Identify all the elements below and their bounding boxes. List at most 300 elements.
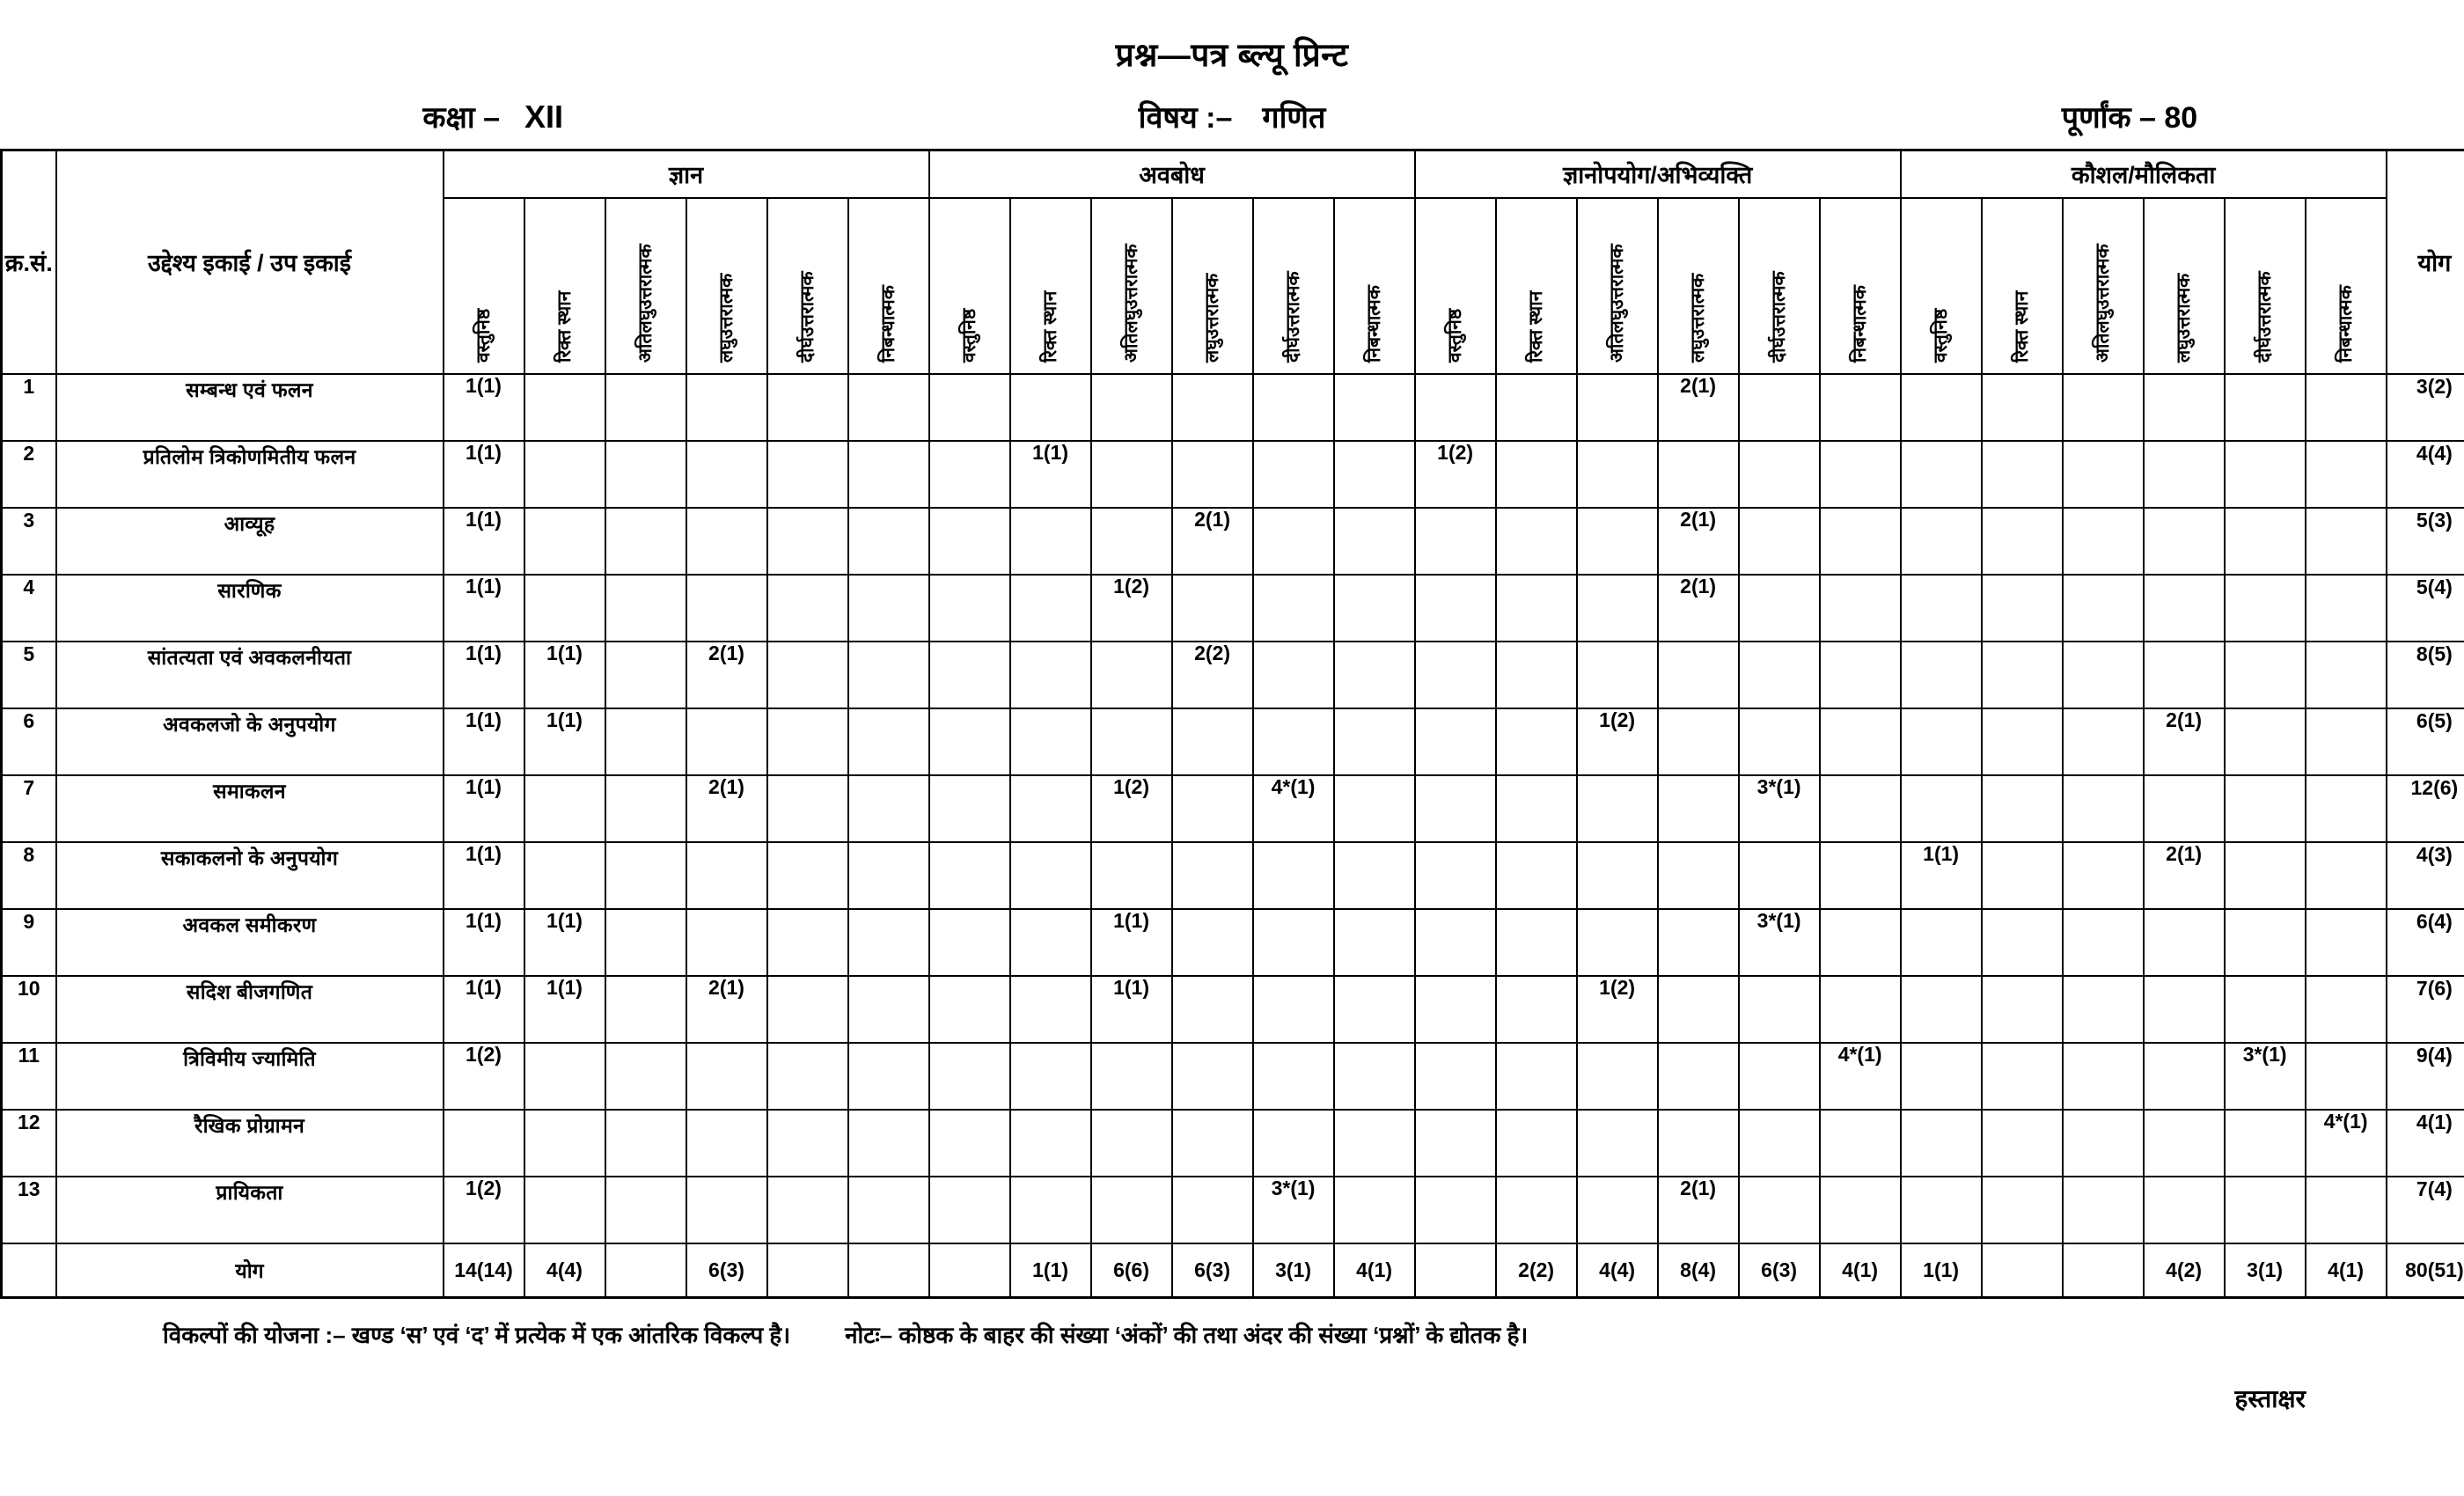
cell-avbodh-0 [929, 441, 1010, 508]
subhdr-upyog-5: निबन्धात्मक [1820, 198, 1901, 374]
cell-upyog-1 [1496, 1177, 1577, 1243]
sum-gyan-4 [767, 1243, 848, 1298]
cell-gyan-4 [767, 1043, 848, 1110]
cell-kaushal-5 [2306, 1177, 2387, 1243]
cell-avbodh-5 [1334, 842, 1415, 909]
cell-avbodh-3 [1172, 575, 1253, 642]
row-serial: 12 [2, 1110, 56, 1177]
sum-gyan-5 [848, 1243, 929, 1298]
cell-gyan-0: 1(1) [444, 976, 524, 1043]
cell-kaushal-3 [2144, 1043, 2225, 1110]
cell-avbodh-4 [1253, 1110, 1334, 1177]
cell-upyog-1 [1496, 842, 1577, 909]
row-serial: 13 [2, 1177, 56, 1243]
row-serial: 8 [2, 842, 56, 909]
cell-upyog-0 [1415, 642, 1496, 708]
cell-upyog-4 [1739, 708, 1820, 775]
cell-kaushal-3 [2144, 1110, 2225, 1177]
cell-kaushal-3 [2144, 909, 2225, 976]
cell-kaushal-4 [2225, 708, 2306, 775]
header-group-kaushal: कौशल/मौलिकता [1901, 150, 2387, 198]
cell-upyog-3: 2(1) [1658, 374, 1739, 441]
cell-avbodh-5 [1334, 775, 1415, 842]
header-total: योग [2387, 150, 2464, 374]
table-row [2, 1043, 2464, 1110]
cell-gyan-4 [767, 374, 848, 441]
row-total: 5(4) [2387, 575, 2464, 642]
cell-avbodh-1 [1010, 775, 1091, 842]
cell-kaushal-3 [2144, 374, 2225, 441]
row-serial: 7 [2, 775, 56, 842]
sum-gyan-3: 6(3) [686, 1243, 767, 1298]
cell-kaushal-1 [1982, 374, 2063, 441]
row-unit-name: समाकलन [56, 775, 444, 842]
table-sum-row [2, 1243, 2464, 1298]
cell-kaushal-0 [1901, 708, 1982, 775]
cell-gyan-0: 1(1) [444, 508, 524, 575]
cell-avbodh-2: 1(1) [1091, 976, 1172, 1043]
row-unit-name: प्रायिकता [56, 1177, 444, 1243]
cell-avbodh-4 [1253, 1043, 1334, 1110]
cell-kaushal-5 [2306, 508, 2387, 575]
cell-gyan-4 [767, 976, 848, 1043]
cell-gyan-4 [767, 508, 848, 575]
cell-avbodh-5 [1334, 441, 1415, 508]
cell-kaushal-3 [2144, 575, 2225, 642]
cell-avbodh-4 [1253, 976, 1334, 1043]
cell-avbodh-3: 2(1) [1172, 508, 1253, 575]
cell-kaushal-5 [2306, 775, 2387, 842]
cell-avbodh-3 [1172, 842, 1253, 909]
cell-avbodh-0 [929, 1043, 1010, 1110]
cell-avbodh-0 [929, 642, 1010, 708]
subject-field [563, 96, 1795, 136]
cell-upyog-2 [1577, 842, 1658, 909]
row-total: 9(4) [2387, 1043, 2464, 1110]
cell-upyog-3 [1658, 842, 1739, 909]
cell-kaushal-4 [2225, 374, 2306, 441]
subhdr-upyog-1: रिक्त स्थान [1496, 198, 1577, 374]
row-unit-name: अवकल समीकरण [56, 909, 444, 976]
cell-upyog-0 [1415, 976, 1496, 1043]
cell-kaushal-4 [2225, 575, 2306, 642]
cell-kaushal-0 [1901, 1043, 1982, 1110]
cell-gyan-3 [686, 374, 767, 441]
cell-upyog-0 [1415, 374, 1496, 441]
row-total: 4(1) [2387, 1110, 2464, 1177]
cell-avbodh-4 [1253, 909, 1334, 976]
cell-gyan-4 [767, 441, 848, 508]
cell-upyog-0 [1415, 1043, 1496, 1110]
row-serial: 9 [2, 909, 56, 976]
cell-kaushal-5 [2306, 575, 2387, 642]
cell-kaushal-2 [2063, 708, 2144, 775]
cell-upyog-5 [1820, 441, 1901, 508]
cell-upyog-0 [1415, 708, 1496, 775]
cell-avbodh-0 [929, 1110, 1010, 1177]
cell-upyog-3: 2(1) [1658, 1177, 1739, 1243]
cell-avbodh-0 [929, 708, 1010, 775]
cell-kaushal-3 [2144, 441, 2225, 508]
cell-kaushal-0: 1(1) [1901, 842, 1982, 909]
cell-upyog-3 [1658, 909, 1739, 976]
sum-row-blank [2, 1243, 56, 1298]
signature-label: हस्ताक्षर [2234, 1385, 2306, 1412]
cell-upyog-1 [1496, 1043, 1577, 1110]
cell-avbodh-0 [929, 976, 1010, 1043]
row-serial: 1 [2, 374, 56, 441]
cell-upyog-5: 4*(1) [1820, 1043, 1901, 1110]
cell-upyog-5 [1820, 1177, 1901, 1243]
cell-avbodh-2 [1091, 508, 1172, 575]
cell-gyan-1: 1(1) [524, 642, 605, 708]
sum-upyog-0 [1415, 1243, 1496, 1298]
cell-avbodh-3 [1172, 1177, 1253, 1243]
cell-gyan-1 [524, 508, 605, 575]
cell-kaushal-5 [2306, 976, 2387, 1043]
sum-upyog-5: 4(1) [1820, 1243, 1901, 1298]
cell-upyog-3 [1658, 976, 1739, 1043]
cell-upyog-1 [1496, 642, 1577, 708]
cell-upyog-2 [1577, 1043, 1658, 1110]
sum-upyog-3: 8(4) [1658, 1243, 1739, 1298]
options-note: विकल्पों की योजना :– खण्ड ‘स’ एवं ‘द’ में प्रत्येक में एक आंतरिक विकल्प है। [163, 1322, 791, 1348]
cell-kaushal-1 [1982, 508, 2063, 575]
cell-upyog-4 [1739, 575, 1820, 642]
cell-avbodh-2: 1(2) [1091, 775, 1172, 842]
cell-kaushal-4 [2225, 1177, 2306, 1243]
cell-avbodh-2 [1091, 842, 1172, 909]
subhdr-avbodh-2: अतिलघुउत्तरात्मक [1091, 198, 1172, 374]
subhdr-kaushal-2: अतिलघुउत्तरात्मक [2063, 198, 2144, 374]
cell-avbodh-2 [1091, 1043, 1172, 1110]
subhdr-avbodh-1: रिक्त स्थान [1010, 198, 1091, 374]
cell-gyan-1: 1(1) [524, 909, 605, 976]
cell-upyog-4 [1739, 1043, 1820, 1110]
cell-gyan-5 [848, 708, 929, 775]
cell-gyan-4 [767, 575, 848, 642]
cell-kaushal-4 [2225, 642, 2306, 708]
cell-gyan-2 [605, 708, 686, 775]
cell-gyan-5 [848, 374, 929, 441]
cell-upyog-3: 2(1) [1658, 508, 1739, 575]
cell-gyan-3 [686, 1043, 767, 1110]
header-group-gyan: ज्ञान [444, 150, 929, 198]
row-unit-name: सकाकलनो के अनुपयोग [56, 842, 444, 909]
cell-kaushal-0 [1901, 775, 1982, 842]
cell-avbodh-1: 1(1) [1010, 441, 1091, 508]
cell-kaushal-5 [2306, 441, 2387, 508]
row-total: 12(6) [2387, 775, 2464, 842]
cell-kaushal-3 [2144, 775, 2225, 842]
cell-avbodh-5 [1334, 642, 1415, 708]
row-serial: 10 [2, 976, 56, 1043]
cell-avbodh-1 [1010, 708, 1091, 775]
cell-upyog-2 [1577, 1177, 1658, 1243]
cell-kaushal-0 [1901, 374, 1982, 441]
table-row [2, 842, 2464, 909]
sum-avbodh-2: 6(6) [1091, 1243, 1172, 1298]
cell-gyan-3: 2(1) [686, 976, 767, 1043]
page-title: प्रश्न—पत्र ब्ल्यू प्रिन्ट [1115, 37, 1349, 73]
table-row [2, 976, 2464, 1043]
cell-upyog-4: 3*(1) [1739, 909, 1820, 976]
cell-upyog-5 [1820, 508, 1901, 575]
cell-kaushal-5 [2306, 642, 2387, 708]
cell-upyog-0 [1415, 909, 1496, 976]
cell-gyan-1 [524, 1110, 605, 1177]
cell-gyan-0: 1(2) [444, 1043, 524, 1110]
table-body [2, 374, 2464, 1298]
cell-upyog-0 [1415, 575, 1496, 642]
cell-kaushal-1 [1982, 976, 2063, 1043]
cell-kaushal-1 [1982, 642, 2063, 708]
cell-kaushal-1 [1982, 575, 2063, 642]
row-total: 7(6) [2387, 976, 2464, 1043]
cell-kaushal-2 [2063, 775, 2144, 842]
cell-gyan-0: 1(1) [444, 775, 524, 842]
sum-kaushal-5: 4(1) [2306, 1243, 2387, 1298]
row-total: 7(4) [2387, 1177, 2464, 1243]
row-unit-name: रैखिक प्रोग्रामन [56, 1110, 444, 1177]
cell-upyog-5 [1820, 1110, 1901, 1177]
cell-kaushal-4 [2225, 775, 2306, 842]
cell-kaushal-1 [1982, 708, 2063, 775]
cell-gyan-1 [524, 575, 605, 642]
cell-avbodh-2 [1091, 1177, 1172, 1243]
cell-avbodh-1 [1010, 1177, 1091, 1243]
table-row [2, 508, 2464, 575]
cell-gyan-4 [767, 775, 848, 842]
cell-kaushal-1 [1982, 1110, 2063, 1177]
subhdr-upyog-4: दीर्घउत्तरात्मक [1739, 198, 1820, 374]
cell-kaushal-4 [2225, 842, 2306, 909]
cell-kaushal-1 [1982, 1043, 2063, 1110]
cell-gyan-5 [848, 441, 929, 508]
cell-avbodh-4 [1253, 575, 1334, 642]
cell-gyan-1: 1(1) [524, 708, 605, 775]
table-row [2, 1110, 2464, 1177]
header-serial: क्र.सं. [2, 150, 56, 374]
cell-upyog-2 [1577, 909, 1658, 976]
cell-avbodh-4 [1253, 642, 1334, 708]
cell-gyan-1 [524, 441, 605, 508]
cell-gyan-2 [605, 909, 686, 976]
cell-gyan-5 [848, 642, 929, 708]
cell-avbodh-3 [1172, 1043, 1253, 1110]
cell-avbodh-0 [929, 775, 1010, 842]
cell-gyan-5 [848, 909, 929, 976]
cell-upyog-1 [1496, 775, 1577, 842]
cell-avbodh-3 [1172, 909, 1253, 976]
row-total: 6(4) [2387, 909, 2464, 976]
header-group-upyog: ज्ञानोपयोग/अभिव्यक्ति [1415, 150, 1901, 198]
table-row [2, 909, 2464, 976]
subhdr-avbodh-3: लघुउत्तरात्मक [1172, 198, 1253, 374]
cell-gyan-2 [605, 374, 686, 441]
cell-upyog-5 [1820, 708, 1901, 775]
cell-upyog-2 [1577, 441, 1658, 508]
cell-avbodh-2 [1091, 1110, 1172, 1177]
row-total: 8(5) [2387, 642, 2464, 708]
row-total: 4(3) [2387, 842, 2464, 909]
cell-kaushal-5 [2306, 909, 2387, 976]
subhdr-gyan-1: रिक्त स्थान [524, 198, 605, 374]
sum-gyan-1: 4(4) [524, 1243, 605, 1298]
cell-gyan-3 [686, 508, 767, 575]
cell-upyog-4 [1739, 642, 1820, 708]
cell-kaushal-5 [2306, 374, 2387, 441]
cell-kaushal-2 [2063, 842, 2144, 909]
cell-gyan-0 [444, 1110, 524, 1177]
cell-upyog-3 [1658, 1110, 1739, 1177]
cell-gyan-2 [605, 508, 686, 575]
cell-kaushal-1 [1982, 1177, 2063, 1243]
cell-gyan-0: 1(1) [444, 842, 524, 909]
cell-gyan-3: 2(1) [686, 642, 767, 708]
sum-avbodh-4: 3(1) [1253, 1243, 1334, 1298]
cell-gyan-2 [605, 1043, 686, 1110]
subhdr-gyan-0: वस्तुनिष्ठ [444, 198, 524, 374]
cell-avbodh-0 [929, 374, 1010, 441]
cell-gyan-0: 1(1) [444, 374, 524, 441]
cell-gyan-0: 1(1) [444, 575, 524, 642]
footer-notes [0, 1299, 2464, 1350]
cell-gyan-3: 2(1) [686, 775, 767, 842]
subhdr-kaushal-4: दीर्घउत्तरात्मक [2225, 198, 2306, 374]
cell-gyan-5 [848, 508, 929, 575]
cell-kaushal-2 [2063, 374, 2144, 441]
cell-gyan-4 [767, 909, 848, 976]
cell-gyan-3 [686, 575, 767, 642]
cell-gyan-5 [848, 1043, 929, 1110]
cell-gyan-4 [767, 1177, 848, 1243]
class-value: XII [524, 99, 563, 135]
cell-kaushal-4 [2225, 1110, 2306, 1177]
cell-kaushal-2 [2063, 1110, 2144, 1177]
table-row [2, 441, 2464, 508]
cell-gyan-5 [848, 575, 929, 642]
cell-kaushal-3 [2144, 642, 2225, 708]
cell-avbodh-2 [1091, 642, 1172, 708]
cell-avbodh-3 [1172, 708, 1253, 775]
cell-kaushal-2 [2063, 575, 2144, 642]
cell-avbodh-4: 3*(1) [1253, 1177, 1334, 1243]
document-meta [0, 71, 2464, 149]
sum-avbodh-5: 4(1) [1334, 1243, 1415, 1298]
cell-gyan-5 [848, 1177, 929, 1243]
subject-label: विषय :– [1138, 101, 1233, 135]
cell-gyan-2 [605, 842, 686, 909]
cell-gyan-4 [767, 842, 848, 909]
class-field [0, 96, 563, 136]
sum-kaushal-3: 4(2) [2144, 1243, 2225, 1298]
cell-gyan-1 [524, 842, 605, 909]
cell-upyog-1 [1496, 508, 1577, 575]
cell-gyan-1 [524, 775, 605, 842]
table-row [2, 775, 2464, 842]
cell-gyan-3 [686, 1177, 767, 1243]
subhdr-upyog-3: लघुउत्तरात्मक [1658, 198, 1739, 374]
cell-kaushal-3: 2(1) [2144, 842, 2225, 909]
cell-kaushal-3 [2144, 976, 2225, 1043]
cell-upyog-2 [1577, 775, 1658, 842]
cell-gyan-0: 1(2) [444, 1177, 524, 1243]
cell-avbodh-0 [929, 909, 1010, 976]
cell-kaushal-4 [2225, 909, 2306, 976]
cell-avbodh-5 [1334, 1110, 1415, 1177]
sum-upyog-1: 2(2) [1496, 1243, 1577, 1298]
sum-avbodh-1: 1(1) [1010, 1243, 1091, 1298]
subhdr-kaushal-0: वस्तुनिष्ठ [1901, 198, 1982, 374]
cell-avbodh-3: 2(2) [1172, 642, 1253, 708]
subhdr-kaushal-1: रिक्त स्थान [1982, 198, 2063, 374]
cell-gyan-0: 1(1) [444, 708, 524, 775]
cell-upyog-3 [1658, 775, 1739, 842]
cell-kaushal-2 [2063, 909, 2144, 976]
cell-upyog-0 [1415, 1110, 1496, 1177]
cell-avbodh-1 [1010, 642, 1091, 708]
cell-upyog-0 [1415, 508, 1496, 575]
cell-kaushal-1 [1982, 842, 2063, 909]
cell-kaushal-0 [1901, 642, 1982, 708]
cell-avbodh-5 [1334, 909, 1415, 976]
cell-avbodh-5 [1334, 374, 1415, 441]
sum-kaushal-4: 3(1) [2225, 1243, 2306, 1298]
table-row [2, 642, 2464, 708]
cell-kaushal-2 [2063, 441, 2144, 508]
cell-avbodh-5 [1334, 1177, 1415, 1243]
cell-kaushal-4 [2225, 441, 2306, 508]
row-unit-name: सांतत्यता एवं अवकलनीयता [56, 642, 444, 708]
sum-upyog-2: 4(4) [1577, 1243, 1658, 1298]
cell-upyog-1 [1496, 909, 1577, 976]
row-total: 5(3) [2387, 508, 2464, 575]
cell-gyan-3 [686, 1110, 767, 1177]
cell-upyog-1 [1496, 441, 1577, 508]
cell-avbodh-5 [1334, 575, 1415, 642]
cell-gyan-3 [686, 708, 767, 775]
cell-kaushal-4 [2225, 976, 2306, 1043]
cell-upyog-4: 3*(1) [1739, 775, 1820, 842]
cell-kaushal-2 [2063, 976, 2144, 1043]
cell-upyog-2 [1577, 1110, 1658, 1177]
header-unit: उद्देश्य इकाई / उप इकाई [56, 150, 444, 374]
cell-gyan-4 [767, 708, 848, 775]
row-total: 6(5) [2387, 708, 2464, 775]
cell-upyog-5 [1820, 374, 1901, 441]
cell-avbodh-0 [929, 575, 1010, 642]
cell-avbodh-1 [1010, 976, 1091, 1043]
table-row [2, 1177, 2464, 1243]
cell-avbodh-5 [1334, 708, 1415, 775]
cell-upyog-5 [1820, 775, 1901, 842]
cell-avbodh-5 [1334, 976, 1415, 1043]
cell-upyog-5 [1820, 642, 1901, 708]
cell-kaushal-5 [2306, 842, 2387, 909]
cell-upyog-1 [1496, 575, 1577, 642]
cell-gyan-2 [605, 1110, 686, 1177]
cell-upyog-0 [1415, 842, 1496, 909]
cell-upyog-0 [1415, 775, 1496, 842]
cell-kaushal-0 [1901, 1110, 1982, 1177]
subhdr-gyan-4: दीर्घउत्तरात्मक [767, 198, 848, 374]
row-unit-name: सम्बन्ध एवं फलन [56, 374, 444, 441]
cell-kaushal-5: 4*(1) [2306, 1110, 2387, 1177]
cell-upyog-4 [1739, 976, 1820, 1043]
row-unit-name: अवकलजो के अनुपयोग [56, 708, 444, 775]
cell-kaushal-4: 3*(1) [2225, 1043, 2306, 1110]
